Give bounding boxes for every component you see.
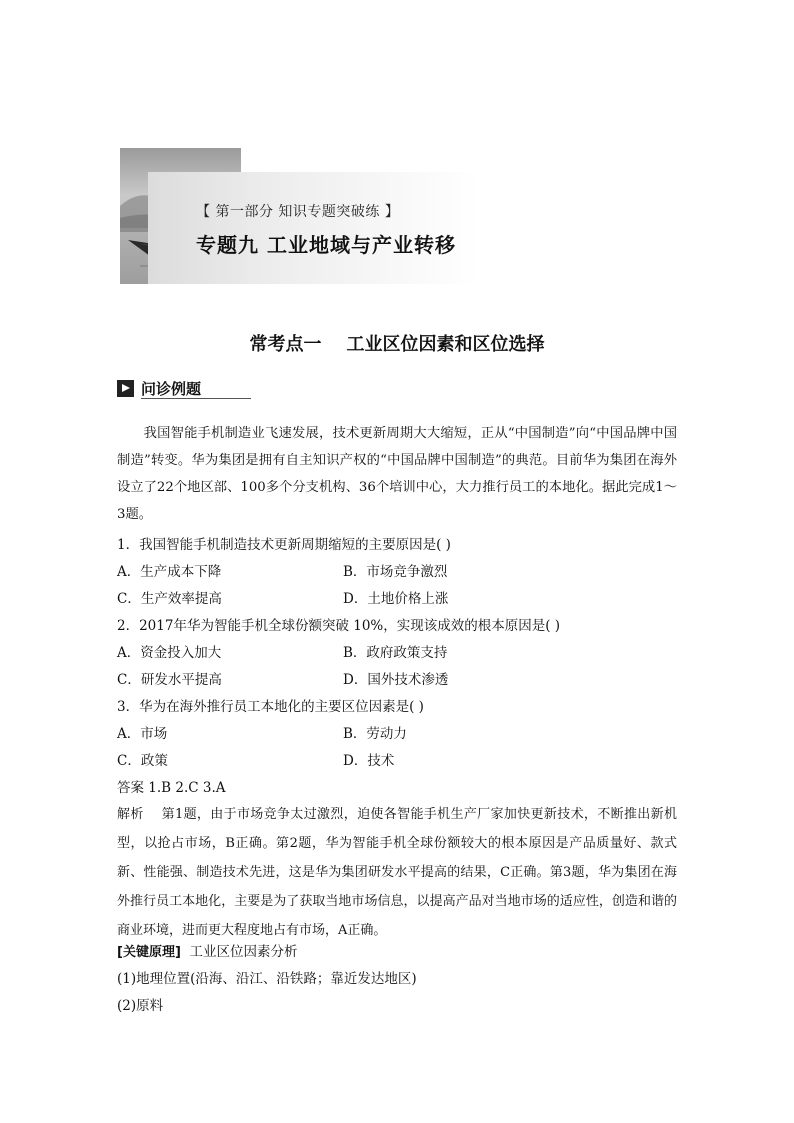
- question-3-option-c: C．政策: [117, 753, 168, 769]
- question-2-option-a: A．资金投入加大: [117, 645, 222, 661]
- question-3-option-d: D．技术: [343, 753, 395, 769]
- section-label-text: 问诊例题: [141, 380, 202, 398]
- question-2-option-b: B．政府政策支持: [343, 645, 448, 661]
- question-3-stem: 3．华为在海外推行员工本地化的主要区位因素是( ): [117, 699, 424, 715]
- banner-panel: [148, 172, 482, 284]
- question-1-option-a: A．生产成本下降: [117, 564, 222, 580]
- question-1-option-b: B．市场竞争激烈: [343, 564, 448, 580]
- question-2-stem: 2．2017年华为智能手机全球份额突破 10%，实现该成效的根本原因是( ): [117, 618, 561, 634]
- intro-paragraph: 我国智能手机制造业飞速发展，技术更新周期大大缩短，正从“中国制造”向“中国品牌中国制造”转变。华为集团是拥有自主知识产权的“中国品牌中国制造”的典范。目前华为集团在海外设立了22个地区部、100多个分支机构、36个培训中心，大力推行员工的本地化。据此完成1～3题。: [117, 426, 677, 522]
- banner-subtitle: 【 第一部分 知识专题突破练 】: [196, 204, 400, 220]
- section-label-underline: [141, 398, 251, 399]
- question-3-option-b: B．劳动力: [343, 726, 407, 742]
- banner-title: 专题九 工业地域与产业转移: [196, 233, 456, 257]
- question-1-option-c: C．生产效率提高: [117, 591, 222, 607]
- key-principle-item-1: (1)地理位置(沿海、沿江、沿铁路；靠近发达地区): [117, 971, 417, 987]
- question-3-option-a: A．市场: [117, 726, 168, 742]
- play-icon: [117, 380, 134, 397]
- key-principle-label: [关键原理]: [117, 945, 181, 960]
- key-principle-heading: [117, 940, 297, 960]
- question-2-option-c: C．研发水平提高: [117, 672, 222, 688]
- question-1-stem: 1．我国智能手机制造技术更新周期缩短的主要原因是( ): [117, 537, 451, 553]
- key-principle-item-2: (2)原料: [117, 998, 164, 1014]
- question-1-option-d: D．土地价格上涨: [343, 591, 449, 607]
- explanation-paragraph: [117, 800, 677, 945]
- question-2-option-d: D．国外技术渗透: [343, 672, 449, 688]
- section-label: [117, 378, 267, 400]
- explanation-label: 解析: [117, 807, 144, 822]
- explanation-text: 第1题，由于市场竞争太过激烈，迫使各智能手机生产厂家加快更新技术，不断推出新机型，以抢占市场，B正确。第2题，华为智能手机全球份额较大的根本原因是产品质量好、款式新、性能强、制造技术先进，这是华为集团研发水平提高的结果，C正确。第3题，华为集团在海外推行员工本地化，主要是为了获取当地市场信息，以提高产品对当地市场的适应性，创造和谐的商业环境，进而更大程度地占有市场，A正确。: [117, 807, 677, 938]
- section-title: 常考点一 工业区位因素和区位选择: [249, 334, 545, 355]
- answer-line: 答案 1.B 2.C 3.A: [117, 780, 226, 796]
- key-principle-title: 工业区位因素分析: [189, 944, 298, 960]
